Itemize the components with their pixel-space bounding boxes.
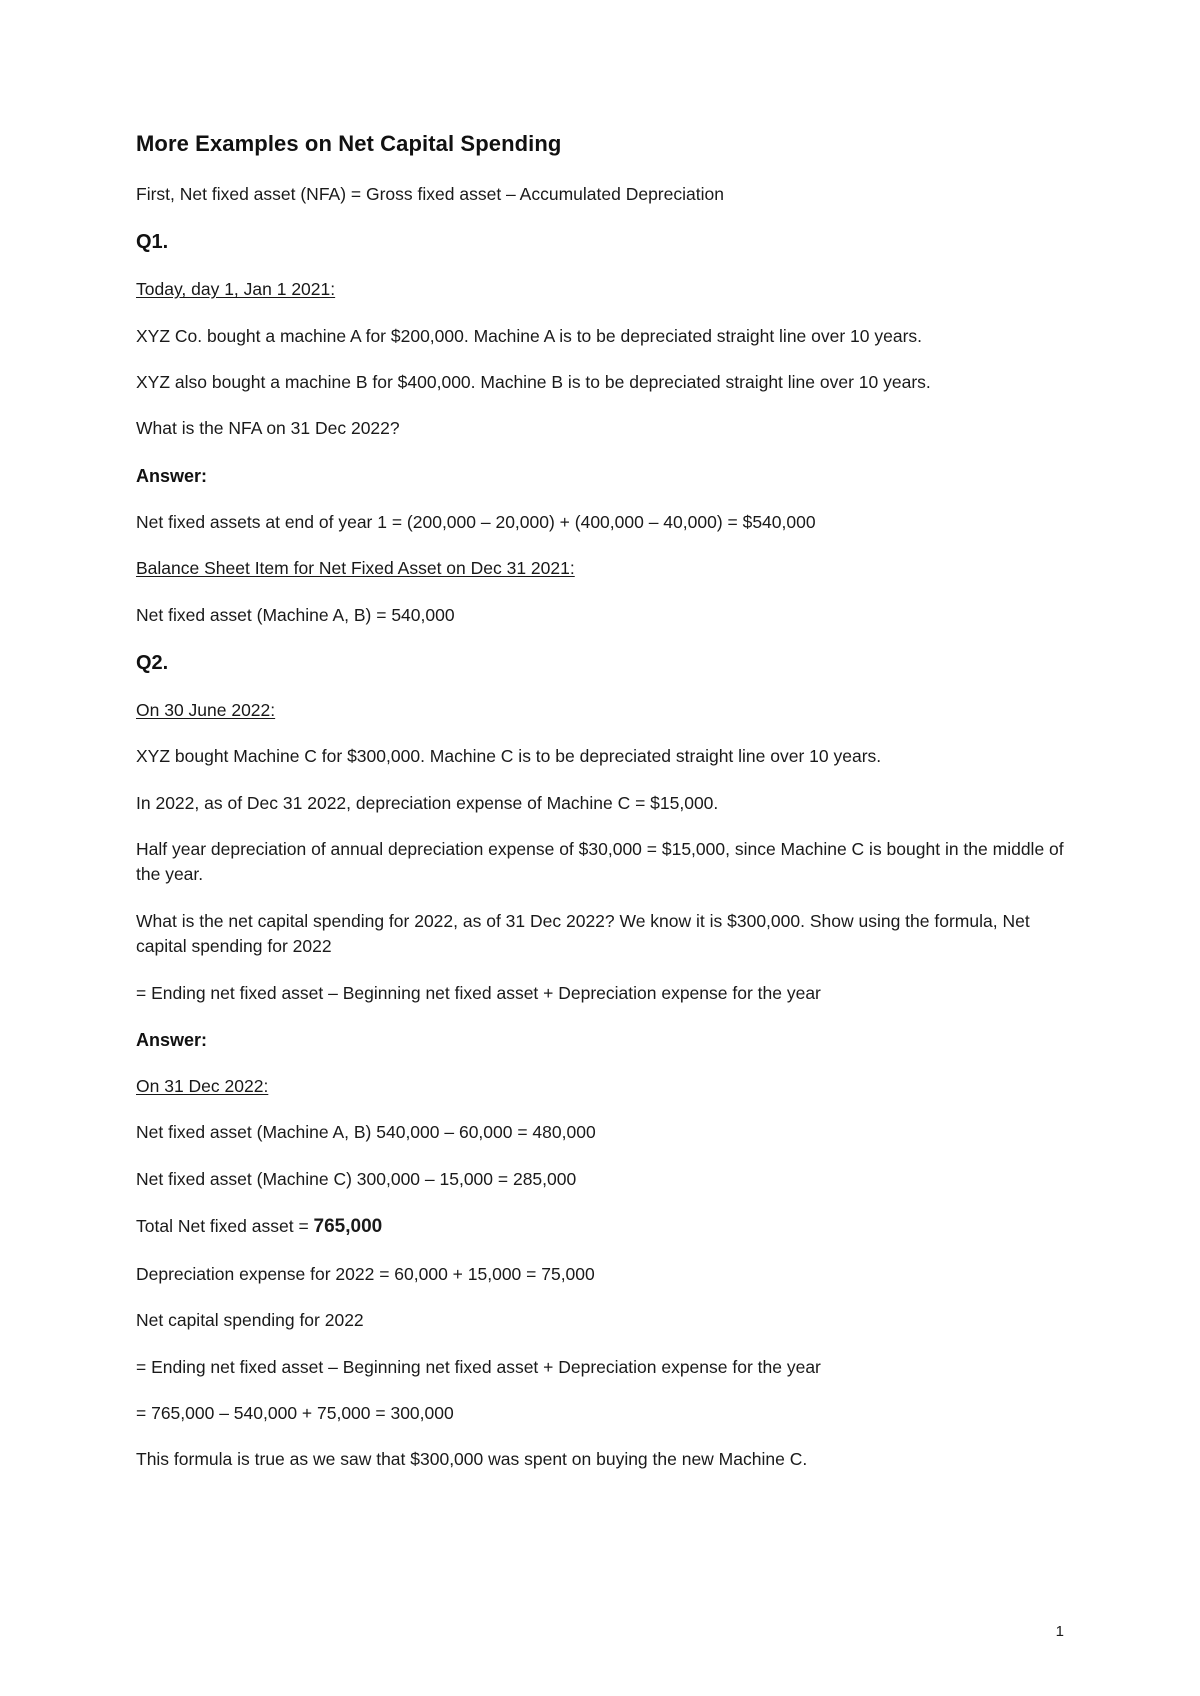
paragraph-q2-nfa-ab: Net fixed asset (Machine A, B) 540,000 – 60,000 = 480,000 <box>136 1122 596 1143</box>
paragraph-q2-ncs-label: Net capital spending for 2022 <box>136 1310 364 1331</box>
heading-q1: Q1. <box>136 231 169 254</box>
paragraph-q1-machine-a: XYZ Co. bought a machine A for $200,000. Machine A is to be depreciated straight line over 10 years. <box>136 325 923 346</box>
subheading-q1-balance-sheet: Balance Sheet Item for Net Fixed Asset on Dec 31 2021: <box>136 558 575 579</box>
paragraph-q2-nfa-c: Net fixed asset (Machine C) 300,000 – 15,000 = 285,000 <box>136 1168 577 1189</box>
total-nfa-label: Total Net fixed asset = <box>136 1216 314 1237</box>
subheading-q1-date: Today, day 1, Jan 1 2021: <box>136 279 336 300</box>
paragraph-q2-dep-2022: Depreciation expense for 2022 = 60,000 + 15,000 = 75,000 <box>136 1263 595 1284</box>
paragraph-q2-conclusion: This formula is true as we saw that $300,000 was spent on buying the new Machine C. <box>136 1449 808 1470</box>
paragraph-intro: First, Net fixed asset (NFA) = Gross fixed asset – Accumulated Depreciation <box>136 183 724 204</box>
paragraph-q2-ncs-formula: = Ending net fixed asset – Beginning net fixed asset + Depreciation expense for the year <box>136 1356 821 1377</box>
document-body <box>136 128 1064 1473</box>
paragraph-q1-question: What is the NFA on 31 Dec 2022? <box>136 418 400 439</box>
paragraph-q2-formula: = Ending net fixed asset – Beginning net fixed asset + Depreciation expense for the year <box>136 982 821 1003</box>
page-title: More Examples on Net Capital Spending <box>136 131 562 156</box>
paragraph-q2-ncs-calc: = 765,000 – 540,000 + 75,000 = 300,000 <box>136 1402 454 1423</box>
paragraph-q1-balance-sheet-line: Net fixed asset (Machine A, B) = 540,000 <box>136 604 455 625</box>
paragraph-q2-half-year: Half year depreciation of annual depreciation expense of $30,000 = $15,000, since Machine C is bought in the middle of the year. <box>136 839 1064 885</box>
paragraph-q2-total-nfa <box>136 1213 1064 1241</box>
page-number: 1 <box>1055 1623 1064 1640</box>
paragraph-q1-answer-calc: Net fixed assets at end of year 1 = (200,000 – 20,000) + (400,000 – 40,000) = $540,000 <box>136 511 816 532</box>
total-nfa-value: 765,000 <box>313 1216 383 1238</box>
heading-q2: Q2. <box>136 651 169 674</box>
subheading-q2-date-dec: On 31 Dec 2022: <box>136 1076 269 1097</box>
paragraph-q2-question: What is the net capital spending for 2022, as of 31 Dec 2022? We know it is $300,000. Show using the formula, Net capital spending for 2022 <box>136 910 1030 957</box>
subheading-q2-date: On 30 June 2022: <box>136 699 276 720</box>
paragraph-q2-dep-expense: In 2022, as of Dec 31 2022, depreciation expense of Machine C = $15,000. <box>136 792 719 813</box>
paragraph-q1-machine-b: XYZ also bought a machine B for $400,000. Machine B is to be depreciated straight line over 10 years. <box>136 372 931 393</box>
label-q1-answer: Answer: <box>136 465 208 486</box>
paragraph-q2-machine-c: XYZ bought Machine C for $300,000. Machine C is to be depreciated straight line over 10 years. <box>136 746 882 767</box>
label-q2-answer: Answer: <box>136 1029 208 1050</box>
